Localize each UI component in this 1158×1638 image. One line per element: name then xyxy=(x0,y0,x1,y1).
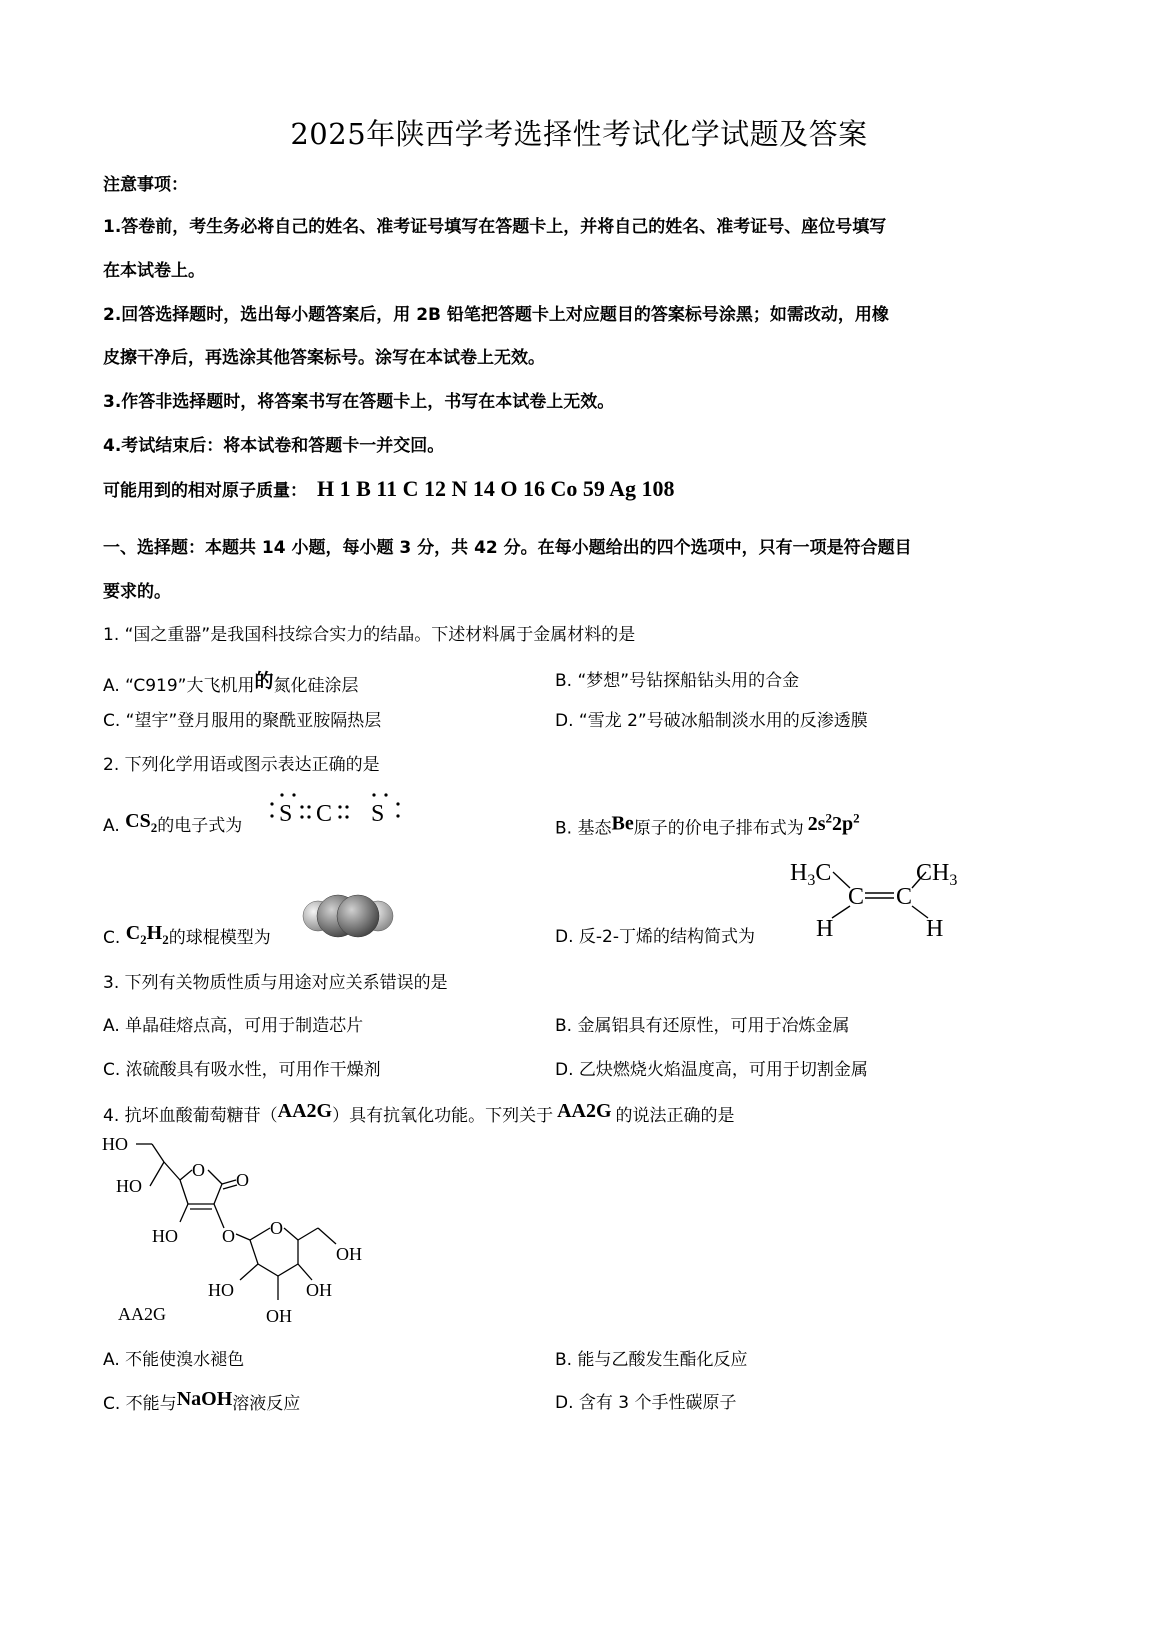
be-electron-config xyxy=(807,810,860,835)
formula-h-sub: 2 xyxy=(162,932,169,947)
q1-option-a-de: 的 xyxy=(254,670,274,692)
q2-option-d: D. 反-2-丁烯的结构简式为 xyxy=(555,927,755,947)
notice-item-2-line-2: 皮擦干净后，再选涂其他答案标号。涂写在本试卷上无效。 xyxy=(103,348,545,368)
lewis-c: C xyxy=(316,801,333,827)
label-ho-enol: HO xyxy=(152,1226,178,1246)
q4-stem-pre: 4. 抗坏血酸葡萄糖苷（ xyxy=(103,1106,278,1126)
lewis-s-left: S xyxy=(279,801,293,827)
config-2s-sup: 2 xyxy=(825,810,832,825)
cs2-lewis-structure xyxy=(268,790,408,834)
group-ch3: $CH_3$ xyxy=(916,860,958,889)
q2-option-b-pre: B. 基态 xyxy=(555,818,612,839)
atomic-masses-values: H 1 B 11 C 12 N 14 O 16 Co 59 Ag 108 xyxy=(317,476,675,501)
q4-option-a: A. 不能使溴水褪色 xyxy=(103,1350,245,1370)
q4-option-c-formula: NaOH xyxy=(176,1388,233,1410)
atom-c-right: C xyxy=(896,884,913,910)
q4-option-d: D. 含有 3 个手性碳原子 xyxy=(555,1393,737,1413)
q1-option-a-post: 氮化硅涂层 xyxy=(273,676,359,696)
q4-formula-aa2g-2: AA2G xyxy=(557,1100,612,1122)
label-oh-c3: OH xyxy=(266,1306,292,1326)
section-1-line-2: 要求的。 xyxy=(103,582,171,602)
label-aa2g: AA2G xyxy=(118,1304,166,1324)
q1-option-c: C. “望宇”登月服用的聚酰亚胺隔热层 xyxy=(103,711,382,731)
config-2p: 2p xyxy=(832,812,854,835)
aa2g-structure xyxy=(100,1130,390,1330)
label-o-ring2: O xyxy=(270,1218,283,1238)
q1-option-a-pre: A. “C919”大飞机用 xyxy=(103,676,255,696)
formula-cs: CS xyxy=(125,810,151,832)
label-o-link: O xyxy=(222,1226,235,1246)
formula-c: C xyxy=(125,922,141,944)
q3-stem: 3. 下列有关物质性质与用途对应关系错误的是 xyxy=(103,973,448,993)
notice-item-1-line-1: 1.答卷前，考生务必将自己的姓名、准考证号填写在答题卡上，并将自己的姓名、准考证号、座位号填写 xyxy=(103,217,887,237)
q2-option-c xyxy=(103,922,271,948)
q1-option-a xyxy=(103,666,358,696)
label-ho-c2: HO xyxy=(208,1280,234,1300)
q3-option-a: A. 单晶硅熔点高，可用于制造芯片 xyxy=(103,1016,364,1036)
label-oh-ch2: OH xyxy=(336,1244,362,1264)
q2-option-b-formula: Be xyxy=(611,812,634,835)
page-title: 2025年陕西学考选择性考试化学试题及答案 xyxy=(290,117,868,151)
q2-option-a-label: A. xyxy=(103,816,120,836)
config-2p-sup: 2 xyxy=(853,810,860,825)
q4-formula-aa2g-1: AA2G xyxy=(277,1100,333,1122)
q4-option-c-pre: C. 不能与 xyxy=(103,1394,177,1414)
label-ho-mid: HO xyxy=(116,1176,142,1196)
q2-option-c-label: C. xyxy=(103,928,121,948)
q2-option-a-text: 的电子式为 xyxy=(157,816,243,836)
q1-option-d: D. “雪龙 2”号破冰船制淡水用的反渗透膜 xyxy=(555,711,868,731)
atom-c-left: C xyxy=(848,884,865,910)
q2-option-c-text: 的球棍模型为 xyxy=(168,928,271,948)
q4-stem-post: 的说法正确的是 xyxy=(615,1106,735,1126)
q2-option-c-formula xyxy=(125,922,169,947)
q4-option-b: B. 能与乙酸发生酯化反应 xyxy=(555,1350,748,1370)
atom-h-left: H xyxy=(816,916,834,942)
config-2s: 2s xyxy=(807,812,826,835)
q4-stem xyxy=(103,1100,735,1126)
notice-item-3: 3.作答非选择题时，将答案书写在答题卡上，书写在本试卷上无效。 xyxy=(103,392,615,412)
q2-option-b-text: 原子的价电子排布式为 xyxy=(633,818,804,839)
label-oh-c4: OH xyxy=(306,1280,332,1300)
formula-cs-sub: 2 xyxy=(150,820,158,835)
q4-option-c xyxy=(103,1388,300,1414)
trans-2-butene-structure xyxy=(788,848,988,948)
lewis-s-right: S xyxy=(371,801,385,827)
q2-option-a xyxy=(103,810,242,836)
formula-h: H xyxy=(146,922,163,944)
formula-c-sub: 2 xyxy=(140,932,147,947)
q2-stem: 2. 下列化学用语或图示表达正确的是 xyxy=(103,755,380,775)
group-h3c: $H_3C$ xyxy=(790,860,832,889)
q3-option-b: B. 金属铝具有还原性，可用于冶炼金属 xyxy=(555,1016,850,1036)
q3-option-d: D. 乙炔燃烧火焰温度高，可用于切割金属 xyxy=(555,1060,868,1080)
label-o-ring1: O xyxy=(192,1160,205,1180)
notice-item-4: 4.考试结束后：将本试卷和答题卡一并交回。 xyxy=(103,436,445,456)
notice-item-2-line-1: 2.回答选择题时，选出每小题答案后，用 2B 铅笔把答题卡上对应题目的答案标号涂黑；如需改动，用橡 xyxy=(103,305,889,325)
label-ho-top: HO xyxy=(102,1134,128,1154)
label-o-carbonyl: O xyxy=(236,1170,249,1190)
q2-option-a-formula xyxy=(125,810,158,835)
q4-stem-mid: ）具有抗氧化功能。下列关于 xyxy=(332,1106,554,1126)
notice-heading: 注意事项： xyxy=(103,175,188,195)
atomic-masses-label: 可能用到的相对原子质量： xyxy=(103,481,307,501)
q3-option-c: C. 浓硫酸具有吸水性，可用作干燥剂 xyxy=(103,1060,381,1080)
q4-option-c-post: 溶液反应 xyxy=(232,1394,301,1414)
q1-option-b: B. “梦想”号钻探船钻头用的合金 xyxy=(555,671,800,691)
atomic-masses-line xyxy=(103,476,675,502)
notice-item-1-line-2: 在本试卷上。 xyxy=(103,261,205,281)
q2-option-b xyxy=(555,810,860,839)
c2h2-ball-model xyxy=(300,890,396,942)
atom-h-right: H xyxy=(926,916,944,942)
section-1-line-1: 一、选择题：本题共 14 小题，每小题 3 分，共 42 分。在每小题给出的四个选项中，只有一项是符合题目 xyxy=(103,538,912,558)
q1-stem: 1. “国之重器”是我国科技综合实力的结晶。下述材料属于金属材料的是 xyxy=(103,625,636,645)
